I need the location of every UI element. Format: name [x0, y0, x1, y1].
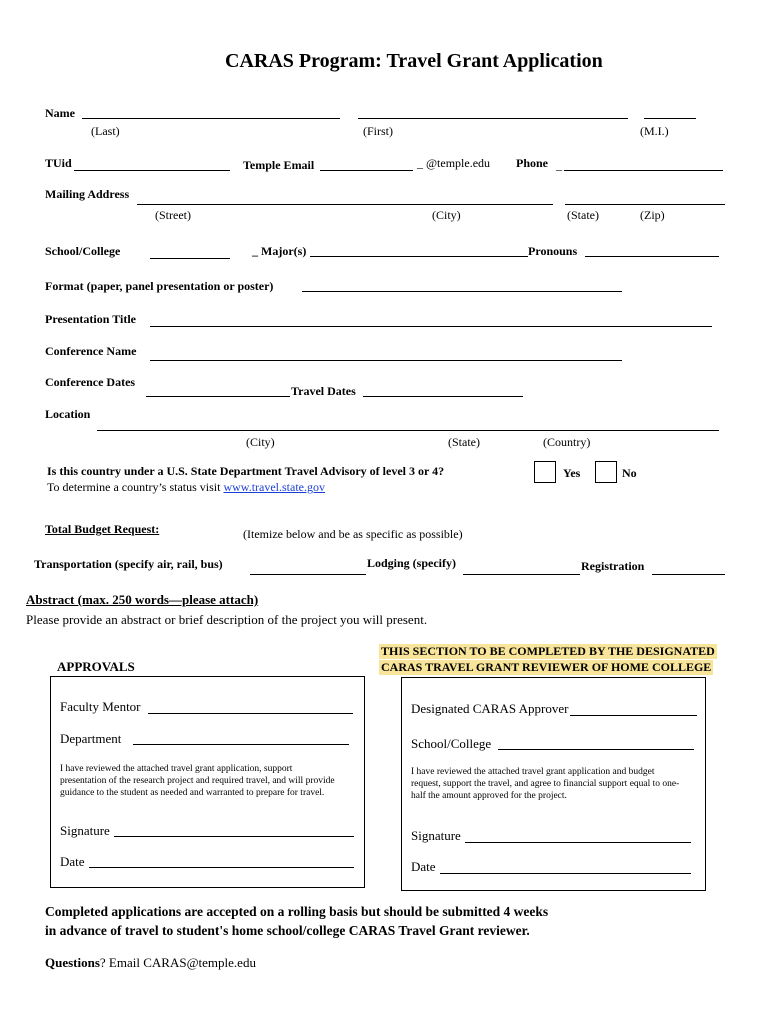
state-caption: (State)	[567, 208, 599, 222]
department-label: Department	[60, 731, 122, 746]
middle-initial-field[interactable]	[644, 118, 696, 119]
location-field[interactable]	[97, 430, 719, 431]
state-zip-field[interactable]	[565, 204, 725, 205]
footer-line-1: Completed applications are accepted on a rolling basis but should be submitted 4 weeks	[45, 904, 549, 919]
location-label: Location	[45, 407, 91, 421]
faculty-date-field[interactable]	[89, 867, 354, 868]
presentation-title-field[interactable]	[150, 326, 712, 327]
street-city-field[interactable]	[137, 204, 553, 205]
city-caption: (City)	[432, 208, 461, 222]
pronouns-field[interactable]	[585, 256, 719, 257]
last-caption: (Last)	[91, 124, 120, 138]
designated-approver-field[interactable]	[570, 715, 697, 716]
street-caption: (Street)	[155, 208, 191, 222]
location-city-caption: (City)	[246, 435, 275, 449]
reviewer-signature-label: Signature	[411, 828, 461, 843]
zip-caption: (Zip)	[640, 208, 665, 222]
registration-label: Registration	[581, 559, 645, 573]
advisory-yes-checkbox[interactable]	[534, 461, 556, 483]
advisory-hint: To determine a country’s status visit www.travel.state.gov	[47, 480, 325, 494]
registration-field[interactable]	[652, 574, 725, 575]
location-country-caption: (Country)	[543, 435, 591, 449]
abstract-label: Abstract (max. 250 words—please attach)	[26, 592, 259, 607]
first-caption: (First)	[363, 124, 393, 138]
reviewer-date-label: Date	[411, 859, 436, 874]
travel-dates-label: Travel Dates	[291, 384, 356, 398]
transportation-label: Transportation (specify air, rail, bus)	[34, 557, 223, 571]
designated-approver-label: Designated CARAS Approver	[411, 701, 569, 716]
faculty-statement: I have reviewed the attached travel grant application, support presentation of the research project and required travel, and will provide guidance to the student as needed and warranted to prepare for travel.	[60, 764, 335, 798]
mi-caption: (M.I.)	[640, 124, 669, 138]
reviewer-statement: I have reviewed the attached travel grant application and budget request, support the travel, and agree to financial support equal to one-half the amount approved for the project.	[411, 767, 680, 801]
faculty-signature-label: Signature	[60, 823, 110, 838]
major-label: _ Major(s)	[252, 244, 307, 258]
faculty-mentor-label: Faculty Mentor	[60, 699, 141, 714]
travel-dates-field[interactable]	[363, 396, 523, 397]
tuid-label: TUid	[45, 156, 72, 170]
phone-label: Phone	[516, 156, 549, 170]
lodging-field[interactable]	[463, 574, 580, 575]
conference-name-label: Conference Name	[45, 344, 137, 358]
faculty-signature-field[interactable]	[114, 836, 354, 837]
reviewer-date-field[interactable]	[440, 873, 691, 874]
footer-line-2: in advance of travel to student's home school/college CARAS Travel Grant reviewer.	[45, 923, 530, 938]
faculty-approval-box	[50, 676, 365, 888]
school-college-field[interactable]	[150, 258, 230, 259]
page-title: CARAS Program: Travel Grant Application	[225, 50, 603, 72]
advisory-question: Is this country under a U.S. State Department Travel Advisory of level 3 or 4?	[47, 464, 445, 478]
reviewer-school-label: School/College	[411, 736, 492, 751]
designated-notice-line1: THIS SECTION TO BE COMPLETED BY THE DESIGNATED	[381, 644, 715, 658]
conference-name-field[interactable]	[150, 360, 622, 361]
designated-notice-line2: CARAS TRAVEL GRANT REVIEWER OF HOME COLLEGE	[381, 660, 712, 674]
tuid-field[interactable]	[74, 170, 230, 171]
department-field[interactable]	[133, 744, 349, 745]
advisory-no-checkbox[interactable]	[595, 461, 617, 483]
name-label: Name	[45, 106, 75, 120]
pronouns-label: Pronouns	[528, 244, 578, 258]
budget-note: (Itemize below and be as specific as possible)	[243, 527, 463, 541]
temple-email-field[interactable]	[320, 170, 413, 171]
format-field[interactable]	[302, 291, 622, 292]
phone-prefix: _	[556, 158, 562, 172]
presentation-title-label: Presentation Title	[45, 312, 136, 326]
conference-dates-field[interactable]	[146, 396, 290, 397]
last-name-field[interactable]	[82, 118, 340, 119]
first-name-field[interactable]	[358, 118, 628, 119]
approvals-heading: APPROVALS	[57, 659, 135, 674]
email-domain: _ @temple.edu	[417, 156, 491, 170]
location-state-caption: (State)	[448, 435, 480, 449]
temple-email-label: Temple Email	[243, 158, 315, 172]
advisory-no-label: No	[622, 466, 637, 480]
transportation-field[interactable]	[250, 574, 366, 575]
faculty-mentor-field[interactable]	[148, 713, 353, 714]
reviewer-signature-field[interactable]	[465, 842, 691, 843]
major-field[interactable]	[310, 256, 528, 257]
school-college-label: School/College	[45, 244, 121, 258]
phone-field[interactable]	[564, 170, 723, 171]
travel-state-link[interactable]: www.travel.state.gov	[223, 480, 325, 494]
faculty-date-label: Date	[60, 854, 85, 869]
conference-dates-label: Conference Dates	[45, 375, 136, 389]
abstract-instructions: Please provide an abstract or brief description of the project you will present.	[26, 612, 428, 627]
reviewer-school-field[interactable]	[498, 749, 694, 750]
questions-line: Questions? Email CARAS@temple.edu	[45, 955, 256, 970]
advisory-yes-label: Yes	[563, 466, 581, 480]
format-label: Format (paper, panel presentation or poster)	[45, 279, 274, 293]
lodging-label: Lodging (specify)	[367, 556, 457, 570]
total-budget-label: Total Budget Request:	[45, 522, 160, 536]
mailing-address-label: Mailing Address	[45, 187, 130, 201]
reviewer-approval-box	[401, 677, 706, 891]
